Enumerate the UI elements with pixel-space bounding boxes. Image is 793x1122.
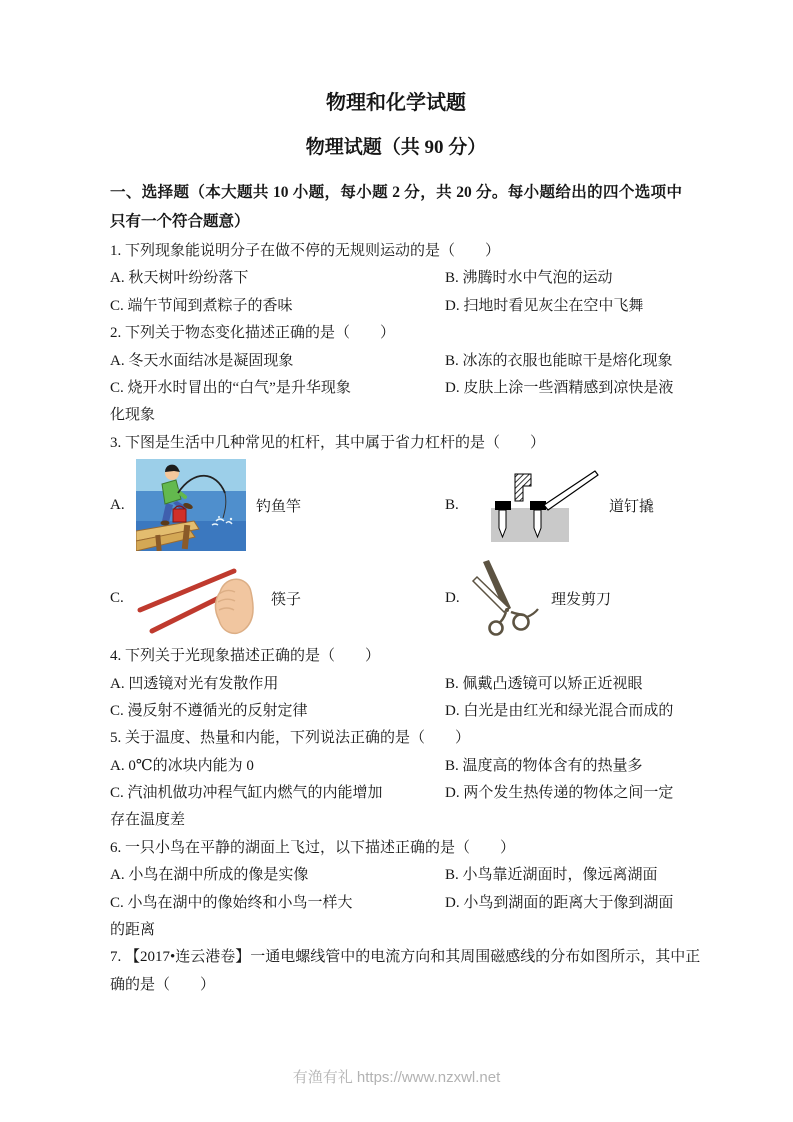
option-text: B. 小鸟靠近湖面时，像远离湖面 xyxy=(445,867,658,884)
option-row xyxy=(110,375,682,402)
option-text: C. 小鸟在湖中的像始终和小鸟一样大 xyxy=(110,894,353,911)
exam-title: 物理和化学试题 xyxy=(326,92,466,114)
spike-puller-figure xyxy=(471,464,599,546)
option-text: D. 白光是由红光和绿光混合而成的 xyxy=(445,702,674,719)
question-text-line: 4. 下列关于光现象描述正确的是（ ） xyxy=(110,648,381,665)
question-text-line: 确的是（ ） xyxy=(110,976,216,993)
figure-option xyxy=(110,457,301,553)
option-text: C. 烧开水时冒出的“白气”是升华现象 xyxy=(110,379,351,396)
question-text-line: 存在温度差 xyxy=(110,812,186,829)
questions xyxy=(110,238,701,999)
figure-option xyxy=(445,553,611,643)
option-text: D. 扫地时看见灰尘在空中飞舞 xyxy=(445,297,644,314)
figure-label: C. xyxy=(110,589,124,606)
scissors-figure xyxy=(471,556,541,641)
figure-caption: 筷子 xyxy=(271,591,302,608)
option-text: A. 秋天树叶纷纷落下 xyxy=(110,270,249,287)
section-heading: 一、选择题（本大题共 10 小题，每小题 2 分，共 20 分。每小题给出的四个选项中只有一个符合题意） xyxy=(110,184,682,230)
question-block xyxy=(110,320,682,430)
question-block xyxy=(110,430,682,643)
figure-label: A. xyxy=(110,496,125,513)
fishing-rod-figure xyxy=(136,459,246,551)
figure-option xyxy=(445,457,654,553)
chopsticks-figure xyxy=(136,558,261,638)
option-row xyxy=(110,265,682,292)
option-row xyxy=(110,890,682,917)
option-row xyxy=(110,698,682,725)
option-text: A. 小鸟在湖中所成的像是实像 xyxy=(110,867,309,884)
option-text: C. 汽油机做功冲程气缸内燃气的内能增加 xyxy=(110,785,383,802)
option-row xyxy=(110,780,682,807)
figure-option xyxy=(110,553,301,643)
watermark-footer: 有渔有礼 https://www.nzxwl.net xyxy=(292,1069,501,1086)
question-block xyxy=(110,238,682,320)
option-text: D. 两个发生热传递的物体之间一定 xyxy=(445,785,674,802)
option-row xyxy=(110,671,682,698)
question-text-line: 的距离 xyxy=(110,922,156,939)
question-text-line: 化现象 xyxy=(110,407,156,424)
figure-option-row xyxy=(110,457,682,553)
figure-label: D. xyxy=(445,589,460,606)
question-text-line: 2. 下列关于物态变化描述正确的是（ ） xyxy=(110,325,396,342)
option-text: C. 端午节闻到煮粽子的香味 xyxy=(110,297,293,314)
option-text: C. 漫反射不遵循光的反射定律 xyxy=(110,702,308,719)
question-text-line: 3. 下图是生活中几种常见的杠杆，其中属于省力杠杆的是（ ） xyxy=(110,434,546,451)
option-text: A. 0℃的冰块内能为 0 xyxy=(110,757,254,774)
figure-caption: 道钉撬 xyxy=(609,498,655,515)
question-block xyxy=(110,643,682,725)
option-text: D. 皮肤上涂一些酒精感到凉快是液 xyxy=(445,379,674,396)
figure-label: B. xyxy=(445,496,459,513)
option-row xyxy=(110,862,682,889)
question-text-line: 7. 【2017•连云港卷】一通电螺线管中的电流方向和其周围磁感线的分布如图所示，其中正 xyxy=(110,949,701,966)
exam-subtitle: 物理试题（共 90 分） xyxy=(305,137,487,158)
figure-caption: 钓鱼竿 xyxy=(256,498,302,515)
question-text-line: 1. 下列现象能说明分子在做不停的无规则运动的是（ ） xyxy=(110,243,501,259)
figure-option-row xyxy=(110,553,682,643)
option-text: B. 沸腾时水中气泡的运动 xyxy=(445,270,613,287)
question-block xyxy=(110,725,682,835)
option-text: B. 温度高的物体含有的热量多 xyxy=(445,757,643,774)
option-text: B. 冰冻的衣服也能晾干是熔化现象 xyxy=(445,352,673,369)
option-text: A. 冬天水面结冰是凝固现象 xyxy=(110,352,294,369)
option-text: D. 小鸟到湖面的距离大于像到湖面 xyxy=(445,894,674,911)
document-body xyxy=(110,88,701,999)
question-text-line: 6. 一只小鸟在平静的湖面上飞过，以下描述正确的是（ ） xyxy=(110,839,516,856)
question-text-line: 5. 关于温度、热量和内能，下列说法正确的是（ ） xyxy=(110,730,471,747)
question-block xyxy=(110,944,701,999)
option-text: B. 佩戴凸透镜可以矫正近视眼 xyxy=(445,675,643,692)
figure-caption: 理发剪刀 xyxy=(551,591,612,608)
option-text: A. 凹透镜对光有发散作用 xyxy=(110,675,279,692)
option-row xyxy=(110,753,682,780)
question-block xyxy=(110,835,682,945)
option-row xyxy=(110,348,682,375)
option-row xyxy=(110,293,682,320)
